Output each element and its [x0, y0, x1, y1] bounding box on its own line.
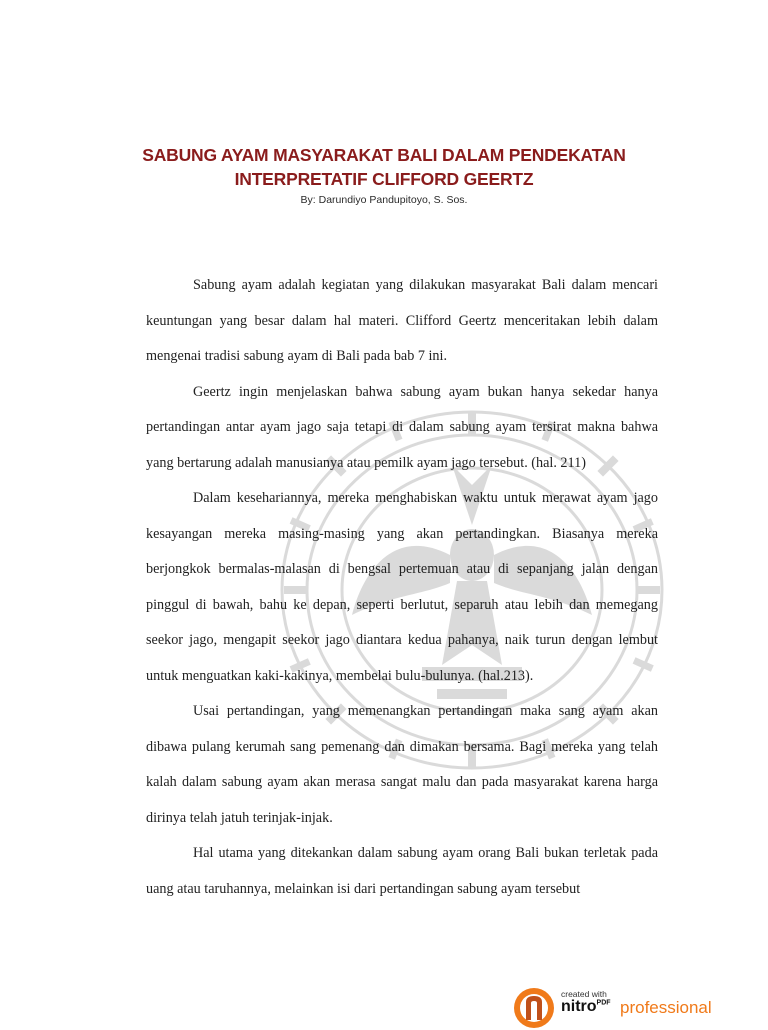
document-body [146, 268, 658, 907]
paragraph-3: Dalam kesehariannya, mereka menghabiskan waktu untuk merawat ayam jago kesayangan mereka masing-masing yang akan pertandingkan. Biasanya mereka berjongkok bermalas-malasan di bengsal pertemuan atau di sepanjang jalan dengan pinggul di bawah, bahu ke depan, seperti berlutut, separuh atau lebih dan memegang seekor jago, mengapit seekor jago diantara kedua pahanya, naik turun dengan lembut untuk menguatkan kaki-kakinya, membelai bulu-bulunya. (hal.213). [146, 490, 658, 684]
badge-brand-name: nitro [561, 998, 597, 1015]
paragraph-1: Sabung ayam adalah kegiatan yang dilakukan masyarakat Bali dalam mencari keuntungan yang besar dalam hal materi. Clifford Geertz menceritakan lebih dalam mengenai tradisi sabung ayam di Bali pada bab 7 ini. [146, 277, 658, 364]
paragraph-4: Usai pertandingan, yang memenangkan pertandingan maka sang ayam akan dibawa pulang kerumah sang pemenang dan dimakan bersama. Bagi mereka yang telah kalah dalam sabung ayam akan merasa sangat malu dan pada masyarakat karena harga dirinya telah jatuh terinjak-injak. [146, 703, 658, 826]
title-line-1: SABUNG AYAM MASYARAKAT BALI DALAM PENDEKATAN [142, 145, 626, 165]
nitro-n-logo-icon [512, 986, 556, 1030]
badge-brand [561, 998, 611, 1016]
author-byline: By: Darundiyo Pandupitoyo, S. Sos. [300, 194, 468, 206]
paragraph-2: Geertz ingin menjelaskan bahwa sabung ayam bukan hanya sekedar hanya pertandingan antar ayam jago saja tetapi di dalam sabung ayam tersirat makna bahwa yang bertarung adalah manusianya atau pemilk ayam jago tersebut. (hal. 211) [146, 383, 658, 471]
title-line-2: INTERPRETATIF CLIFFORD GEERTZ [234, 169, 534, 189]
badge-edition: professional [620, 998, 712, 1017]
nitro-pdf-badge [512, 986, 722, 1024]
paragraph-5: Hal utama yang ditekankan dalam sabung ayam orang Bali bukan terletak pada uang atau taruhannya, melainkan isi dari pertandingan sabung ayam tersebut [146, 845, 658, 897]
document-title [0, 143, 768, 191]
badge-brand-sup: PDF [596, 999, 611, 1007]
badge-created-with: created with [561, 989, 607, 999]
